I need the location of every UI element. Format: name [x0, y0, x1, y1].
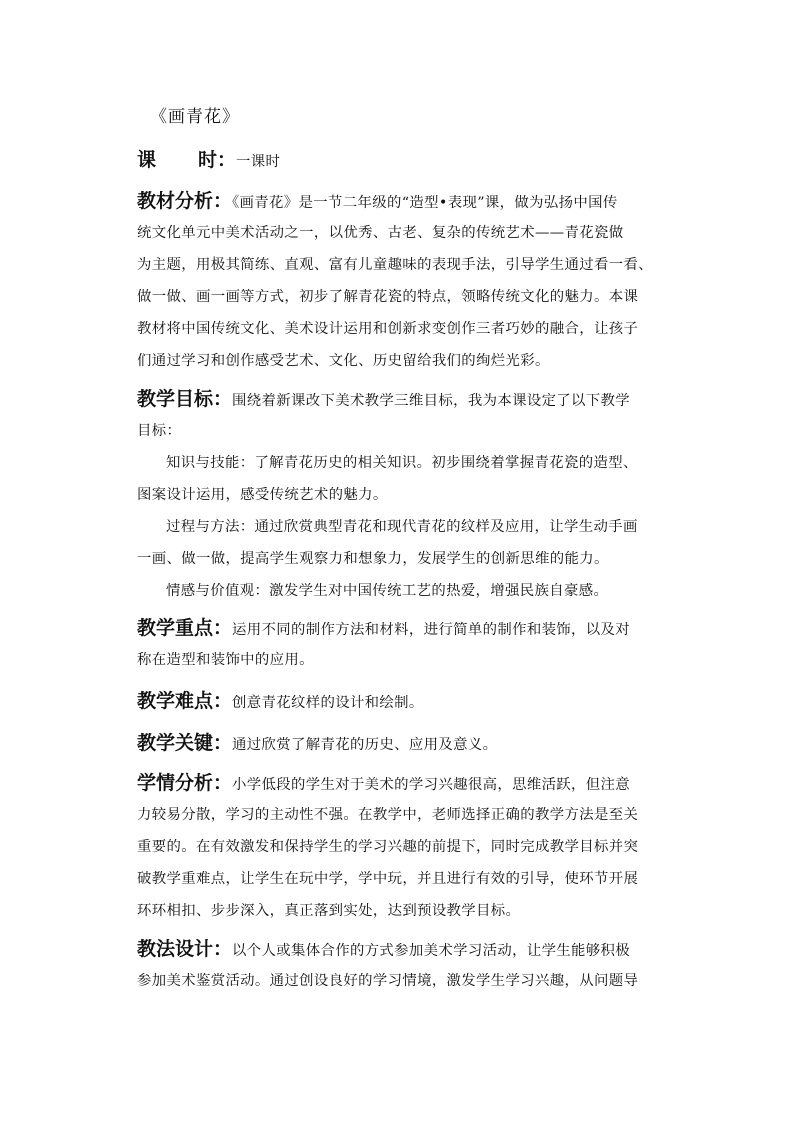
section-line: [137, 612, 677, 644]
section-line: 力较易分散，学习的主动性不强。在教学中，老师选择正确的教学方法是至关: [137, 807, 639, 823]
section-heading-suffix: 时：: [198, 149, 237, 171]
section-line: 图案设计运用，感受传统艺术的魅力。: [137, 487, 388, 503]
section-line: 一画、做一做，提高学生观察力和想象力，发展学生的创新思维的能力。: [137, 551, 609, 567]
document-title: 《画青花》: [150, 107, 240, 127]
section-heading: 教学重点：: [137, 617, 233, 639]
section-line: [137, 933, 677, 965]
section-line: 重要的。在有效激发和保持学生的学习兴趣的前提下，同时完成教学目标并突: [137, 839, 639, 855]
section-line: [137, 185, 677, 217]
section-text: 运用不同的制作方法和材料，进行简单的制作和装饰，以及对: [232, 622, 631, 638]
section-line: 过程与方法：通过欣赏典型青花和现代青花的纹样及应用，让学生动手画: [166, 519, 638, 535]
section-line: 目标：: [137, 423, 182, 439]
section-text: 一课时: [236, 154, 281, 170]
section-heading: 学情分析：: [137, 772, 233, 794]
section-text: 创意青花纹样的设计和绘制。: [232, 695, 424, 711]
section-text: 小学低段的学生对于美术的学习兴趣很高，思维活跃，但注意: [232, 777, 631, 793]
section-line: 情感与价值观：激发学生对中国传统工艺的热爱，增强民族自豪感。: [166, 583, 609, 599]
section-text: 以个人或集体合作的方式参加美术学习活动，让学生能够积极: [232, 943, 631, 959]
section-teaching-key: [137, 727, 677, 759]
section-heading: 教学关键：: [137, 732, 233, 754]
section-teaching-focus: [137, 612, 677, 676]
section-heading: 教材分析：: [137, 190, 233, 212]
section-line: 知识与技能：了解青花历史的相关知识。初步围绕着掌握青花瓷的造型、: [166, 455, 638, 471]
section-line: 统文化单元中美术活动之一，以优秀、古老、复杂的传统艺术——青花瓷做: [137, 225, 624, 241]
section-line: 们通过学习和创作感受艺术、文化、历史留给我们的绚烂光彩。: [137, 353, 550, 369]
section-method-design: [137, 933, 677, 997]
section-line: [137, 685, 677, 717]
section-heading: 教学难点：: [137, 690, 233, 712]
section-line: [137, 727, 677, 759]
section-line: [137, 144, 677, 176]
section-text: 围绕着新课改下美术教学三维目标，我为本课设定了以下教学: [232, 393, 631, 409]
section-line: 教材将中国传统文化、美术设计运用和创新求变创作三者巧妙的融合，让孩子: [137, 321, 639, 337]
section-line: 环环相扣、步步深入，真正落到实处，达到预设教学目标。: [137, 903, 521, 919]
section-heading: 教学目标：: [137, 388, 233, 410]
section-heading: 课: [137, 149, 157, 171]
section-teaching-difficulty: [137, 685, 677, 717]
section-heading: 教法设计：: [137, 938, 233, 960]
section-learner-analysis: [137, 767, 677, 927]
section-line: 破教学重难点，让学生在玩中学，学中玩，并且进行有效的引导，使环节开展: [137, 871, 639, 887]
section-line: 做一做、画一画等方式，初步了解青花瓷的特点，领略传统文化的魅力。本课: [137, 289, 639, 305]
section-class-hours: [137, 144, 677, 176]
section-line: 为主题，用极其简练、直观、富有儿童趣味的表现手法，引导学生通过看一看、: [137, 257, 653, 273]
section-line: [137, 767, 677, 799]
section-textbook-analysis: [137, 185, 677, 377]
section-text: 《画青花》是一节二年级的“造型•表现”课，做为弘扬中国传: [232, 195, 618, 211]
section-line: [137, 383, 677, 415]
section-line: 称在造型和装饰中的应用。: [137, 652, 314, 668]
section-line: 参加美术鉴赏活动。通过创设良好的学习情境，激发学生学习兴趣，从问题导: [137, 973, 639, 989]
section-text: 通过欣赏了解青花的历史、应用及意义。: [232, 737, 498, 753]
section-teaching-objectives: [137, 383, 677, 607]
